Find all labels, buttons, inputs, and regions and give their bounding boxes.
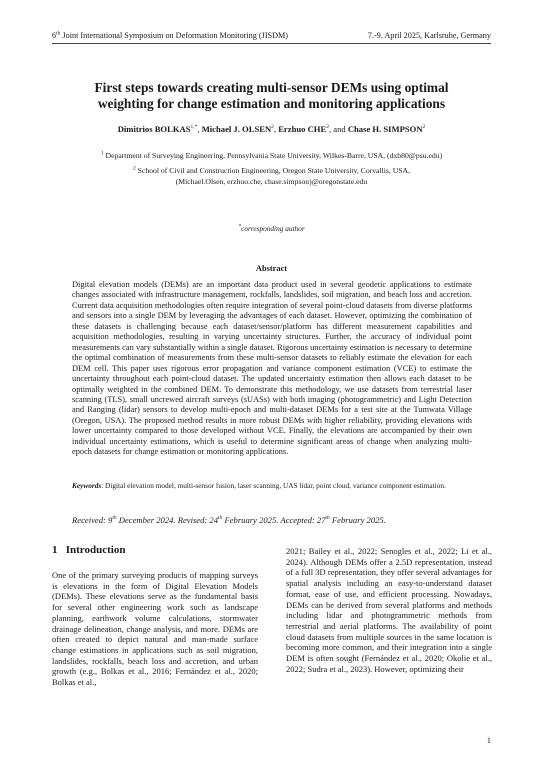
section-heading-introduction: 1 Introduction [52, 544, 126, 556]
header-conference: 6th Joint International Symposium on Deformation Monitoring (JISDM) [52, 30, 289, 40]
author-bolkas: Dimitrios BOLKAS [117, 124, 191, 134]
keywords-label: Keywords [72, 481, 102, 490]
body-column-right: 2021; Bailey et al., 2022; Senogles et al., 2022; Li et al., 2024). Although DEMs offer a 2.5D representation, instead of a full 3D representation, they offer several advantages for spatial analysis including an easy-to-understand dataset format, ease of use, and efficient processing. Nowadays, DEMs can be derived from several platforms and methods including lidar and photogrammetric methods from terrestrial and aerial platforms. The availability of point cloud datasets from multiple sources in the same location is becoming more common, and their integration into a single DEM is often sought (Fernández et al., 2020; Okolie et al., 2022; Sudra et al., 2023). However, optimizing their [286, 546, 492, 674]
author-che: Erzhuo CHE [278, 124, 327, 134]
corresponding-author-note: *corresponding author [238, 223, 305, 233]
header-rule [52, 43, 491, 44]
affiliation-2: $^2$ School of Civil and Construction Engineering, Oregon State University, Corvallis, USA, (Michael.Olsen, erzhuo.che, chase.simpson)@oregonstate.edu [132, 165, 411, 186]
page-number: 1 [486, 735, 491, 745]
body-column-left: One of the primary surveying products of mapping surveys is elevations in the form of Digital Elevation Models (DEMs). These elevations serve as the fundamental basis for several other engineering work such as landscape planning, earthwork volume calculations, stormwater drainage delineation, change analysis, and more. DEMs are often created to depict natural and man-made surface change estimations in applications such as soil migration, landslides, rockfalls, beach loss and accretion, and urban growth (e.g., Bolkas et al., 2016; Fernández et al., 2020; Bolkas et al., [52, 570, 258, 688]
submission-dates: Received: 9th December 2024. Revised: 24th February 2025. Accepted: 27th February 2025. [72, 515, 386, 525]
keywords [72, 481, 472, 491]
author-olsen: Michael J. OLSEN [201, 124, 272, 134]
header-date-location: 7.-9. April 2025, Karlsruhe, Germany [367, 31, 491, 40]
abstract-heading: Abstract [255, 264, 288, 273]
author-list: Dimitrios $BOLKAS^{1,*}$, Michael J. OLSEN$^2$, Erzhuo CHE$^2$, and Chase H. SIMPSON$^2$ [117, 124, 426, 134]
paper-title: First steps towards creating multi-sensor DEMs using optimal weighting for change estimation and monitoring applications [94, 80, 449, 111]
author-simpson: Chase H. SIMPSON [347, 124, 423, 134]
affiliation-1: $^1$ Department of Surveying Engineering, Pennsylvania State University, Wilkes-Barre, USA, (dxb80@psu.edu) [100, 150, 443, 160]
abstract-text: Digital elevation models (DEMs) are an important data product used in several geodetic applications to estimate changes associated with infrastructure management, rockfalls, landslides, soil migration, and beach loss and accretion. Current data acquisition methodologies often require integration of several point-cloud datasets from diverse platforms and sensors into a single DEM by leveraging the advantages of each dataset. However, optimizing the combination of these datasets is challenging because each dataset/sensor/platform has different measurement capabilities and acquisition methodologies, resulting in varying uncertainty structures. Further, the accuracy of individual point measurements can vary substantially within a single dataset. Rigorous uncertainty estimation is necessary to determine the optimal combination of measurements from these multi-sensor datasets to reliably estimate the elevation for each DEM cell. This paper uses rigorous error propagation and variance component estimation (VCE) to estimate the uncertainty throughout each point-cloud dataset. The updated uncertainty estimation then allows each dataset to be optimally weighted in the combined DEM. To demonstrate this methodology, we use datasets from terrestrial laser scanning (TLS), small uncrewed aircraft surveys (sUASs) with both imaging (photogrammetric) and Light Detection and Ranging (lidar) sensors to develop multi-epoch and multi-dataset DEMs for a test site at the Tumwata Village (Oregon, USA). The proposed method results in more robust DEMs with higher reliability, providing elevations with lower uncertainty compared to those developed without VCE. Finally, the elevations are accompanied by their own individual uncertainty estimations, which is useful to determine significant areas of change when analyzing multi-epoch datasets for change estimation or monitoring applications. [72, 280, 472, 457]
keywords-text: : Digital elevation model, multi-sensor fusion, laser scanning, UAS lidar, point cloud, variance component estimation. [101, 481, 446, 490]
running-header [52, 31, 491, 45]
